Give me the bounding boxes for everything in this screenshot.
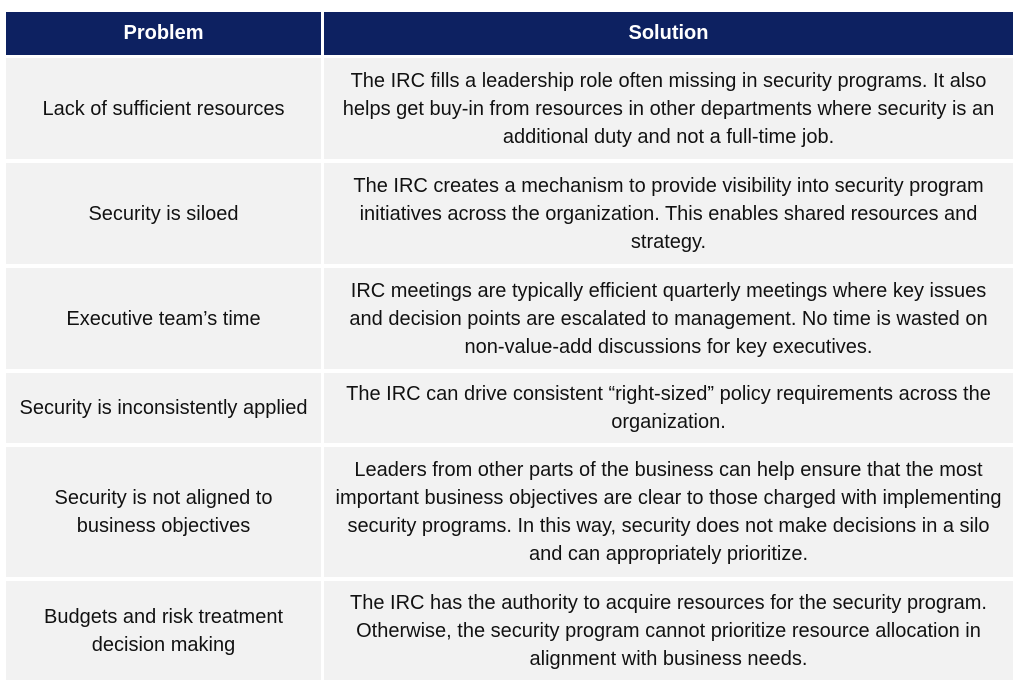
solution-cell: IRC meetings are typically efficient quarterly meetings where key issues and decision points are escalated to management. No time is wasted on non-value-add discussions for key executives. <box>324 268 1013 373</box>
problem-solution-table <box>6 12 1013 684</box>
problem-cell: Budgets and risk treatment decision making <box>6 581 324 684</box>
table-row <box>6 163 1013 268</box>
problem-cell: Security is siloed <box>6 163 324 268</box>
solution-cell: The IRC creates a mechanism to provide visibility into security program initiatives across the organization. This enables shared resources and strategy. <box>324 163 1013 268</box>
table-row <box>6 268 1013 373</box>
solution-cell: The IRC can drive consistent “right-sized” policy requirements across the organization. <box>324 373 1013 447</box>
table-row <box>6 447 1013 581</box>
solution-cell: Leaders from other parts of the business can help ensure that the most important business objectives are clear to those charged with implementing security programs. In this way, security does not make decisions in a silo and can appropriately prioritize. <box>324 447 1013 581</box>
table-header-row <box>6 12 1013 58</box>
problem-solution-table-container <box>6 12 1013 684</box>
table-row <box>6 58 1013 163</box>
solution-column-header: Solution <box>324 12 1013 58</box>
problem-column-header: Problem <box>6 12 324 58</box>
problem-cell: Lack of sufficient resources <box>6 58 324 163</box>
solution-cell: The IRC fills a leadership role often missing in security programs. It also helps get buy-in from resources in other departments where security is an additional duty and not a full-time job. <box>324 58 1013 163</box>
table-row <box>6 373 1013 447</box>
table-row <box>6 581 1013 684</box>
solution-cell: The IRC has the authority to acquire resources for the security program. Otherwise, the security program cannot prioritize resource allocation in alignment with business needs. <box>324 581 1013 684</box>
problem-cell: Executive team’s time <box>6 268 324 373</box>
problem-cell: Security is not aligned to business objectives <box>6 447 324 581</box>
problem-cell: Security is inconsistently applied <box>6 373 324 447</box>
